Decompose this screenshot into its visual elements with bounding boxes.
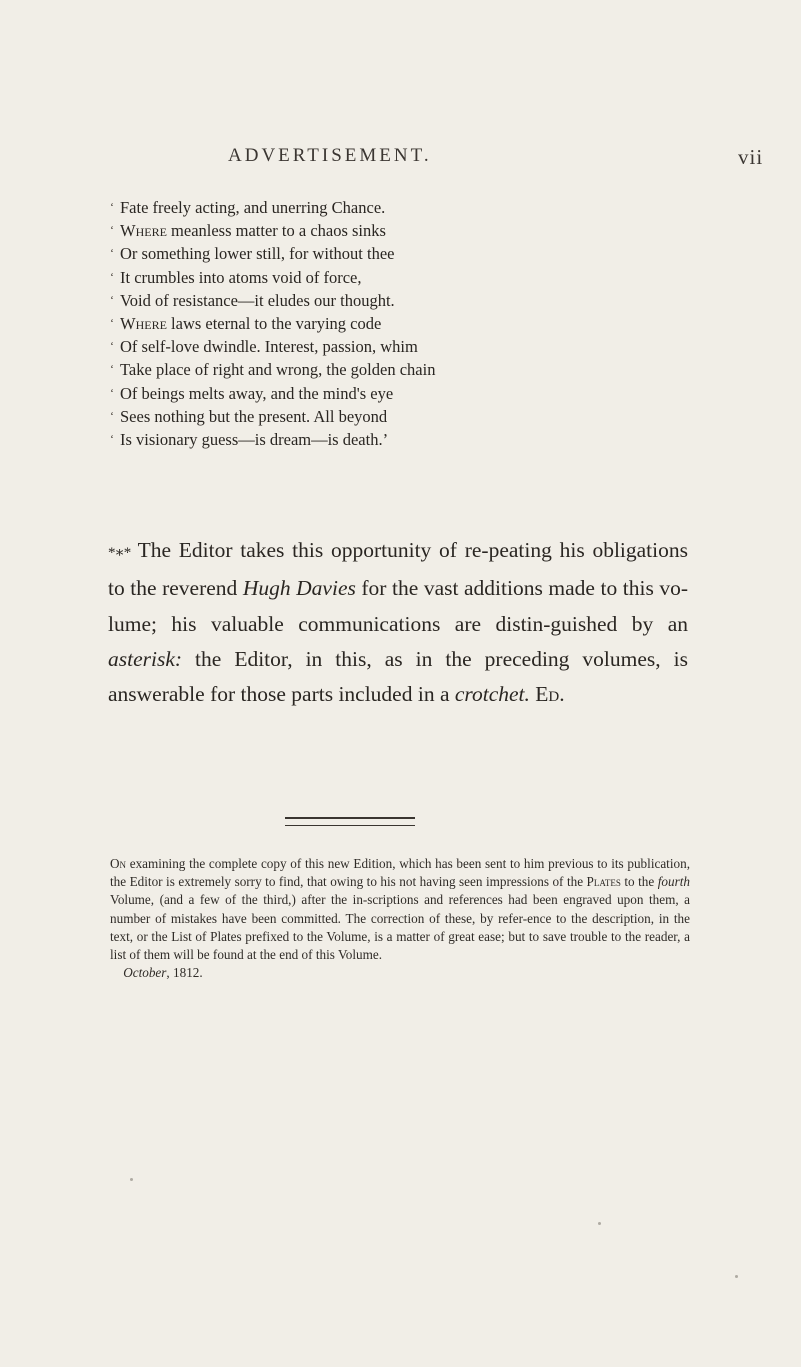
name-hugh-davies: Hugh Davies: [242, 576, 356, 601]
errata-notice: On examining the complete copy of this new Edition, which has been sent to him previous to its publication, the Editor is extremely sorry to find, that owing to his not having seen impressions of the Plates to the fourth Volume, (and a few of the third,) after the in-scriptions and references had been engraved upon them, a number of mistakes have been committed. The correction of these, by refer-ence to the description, in the text, or the List of Plates prefixed to the Volume, is a matter of great ease; but to save trouble to the reader, a list of them will be found at the end of this Volume. October, 1812.: [110, 855, 690, 982]
verse-line: ‘ Or something lower still, for without thee: [110, 244, 395, 264]
paper-speck: [735, 1275, 738, 1278]
crotchet-term: crotchet.: [454, 682, 530, 707]
verse-line: ‘ Void of resistance—it eludes our thought.: [110, 290, 395, 310]
editor-signature: Ed.: [535, 682, 565, 707]
asterisk-term: asterisk:: [108, 646, 183, 671]
verse-line: ‘ It crumbles into atoms void of force,: [110, 267, 362, 287]
verse-line: ‘ Of beings melts away, and the mind's eye: [110, 383, 394, 403]
verse-line: ‘ Sees nothing but the present. All beyond: [110, 406, 388, 426]
notice-date: October, 1812.: [123, 965, 203, 981]
editor-note: *∗* The Editor takes this opportunity of re-peating his obligations to the reverend Hugh Davies for the vast additions made to this vo-lume; his valuable communications are distin-guished by an asterisk: the Editor, in this, as in the preceding volumes, is answerable for those parts included in a crotchet. Ed.: [108, 538, 689, 707]
verse-line: ‘ Fate freely acting, and unerring Chance.: [110, 198, 386, 217]
page-header: [0, 145, 801, 175]
asterism-mark: *∗*: [108, 545, 131, 561]
running-title: ADVERTISEMENT.: [228, 145, 432, 166]
paper-speck: [130, 1178, 133, 1181]
verse-line: ‘ Where laws eternal to the varying code: [110, 313, 382, 333]
section-divider-rule: [285, 817, 415, 826]
verse-line: ‘ Is visionary guess—is dream—is death.’: [110, 429, 389, 449]
verse-line: ‘ Of self-love dwindle. Interest, passion, whim: [110, 337, 418, 357]
page-number: vii: [738, 145, 764, 169]
verse-line: ‘ Where meanless matter to a chaos sinks: [110, 221, 386, 241]
verse-block: [110, 196, 750, 451]
paper-speck: [598, 1222, 601, 1225]
verse-line: ‘ Take place of right and wrong, the golden chain: [110, 360, 436, 380]
